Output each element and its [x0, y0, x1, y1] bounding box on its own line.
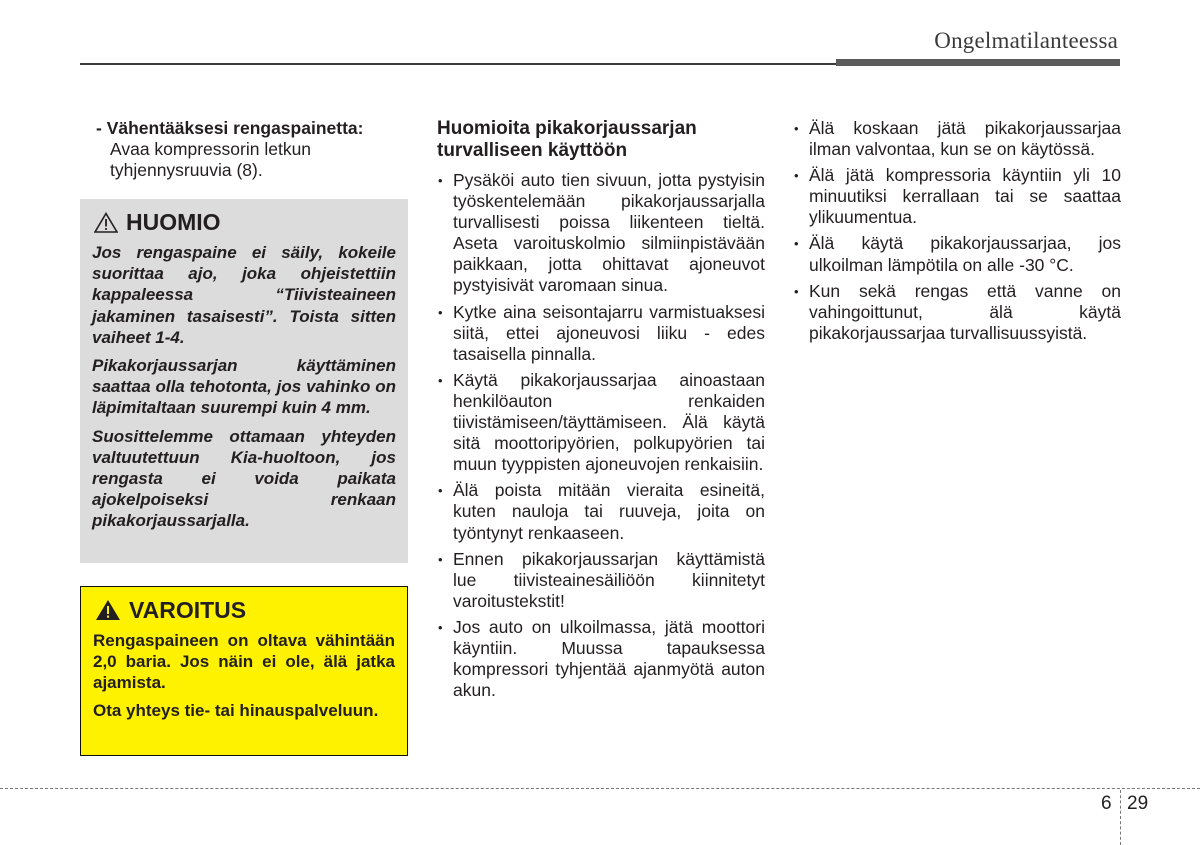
column-right	[793, 118, 1121, 349]
list-item-text: Älä koskaan jätä pikakorjaussarjaa ilman valvontaa, kun se on käytössä.	[809, 118, 1121, 160]
caution-triangle-icon	[94, 212, 118, 233]
section-heading: Huomioita pikakorjaussarjan turvalliseen käyttöön	[437, 118, 697, 161]
caution-box	[80, 199, 408, 563]
list-item-text: Älä jätä kompressoria käyntiin yli 10 minuutiksi kerrallaan tai se saattaa ylikuumentua.	[809, 165, 1121, 228]
header-rule	[80, 63, 838, 65]
list-item	[437, 170, 765, 297]
list-item-text: Ennen pikakorjaussarjan käyttämistä lue tiivisteainesäiliöön kiinnitetyt varoitustekstit!	[453, 548, 765, 611]
bullet-icon: •	[794, 121, 799, 136]
list-item	[793, 281, 1121, 344]
list-item	[437, 370, 765, 475]
bullet-icon: •	[438, 173, 443, 188]
list-item	[437, 549, 765, 612]
intro-label: - Vähentääksesi rengaspainetta:	[96, 118, 364, 138]
warning-title-text: VAROITUS	[129, 596, 247, 623]
warning-paragraph: Ota yhteys tie- tai hinauspalveluun.	[93, 700, 379, 720]
list-item	[437, 617, 765, 701]
list-item-text: Jos auto on ulkoilmassa, jätä moottori käyntiin. Muussa tapauksessa kompressori tyhjentää ajanmyötä auton akun.	[453, 616, 765, 701]
footer-divider	[1120, 790, 1121, 845]
warning-triangle-icon	[95, 599, 121, 621]
warning-title	[95, 595, 395, 625]
bullet-icon: •	[794, 283, 799, 299]
bullet-icon: •	[438, 372, 443, 388]
page-section-title: Ongelmatilanteessa	[934, 28, 1118, 53]
list-item-text: Käytä pikakorjaussarjaa ainoastaan henkilöauton renkaiden tiivistämiseen/täyttämiseen. Älä käytä sitä moottoripyörien, polkupyörien tai muun tyyppisten ajoneuvojen renkaisiin.	[453, 369, 765, 475]
warning-box	[80, 586, 408, 756]
list-item-text: Kun sekä rengas että vanne on vahingoittunut, älä käytä pikakorjaussarjaa turvallisuussyistä.	[809, 280, 1121, 343]
safety-list-continued	[793, 118, 1121, 344]
column-left	[90, 118, 408, 181]
list-item	[793, 118, 1121, 160]
bullet-icon: •	[438, 619, 443, 635]
caution-paragraph: Pikakorjaussarjan käyttäminen saattaa olla tehotonta, jos vahinko on läpimitaltaan suurempi kuin 4 mm.	[92, 356, 396, 418]
column-middle	[437, 118, 765, 706]
bullet-icon: •	[438, 304, 443, 320]
list-item-text: Älä poista mitään vieraita esineitä, kuten nauloja tai ruuveja, joita on työntynyt renkaaseen.	[453, 480, 765, 543]
caution-title	[94, 207, 396, 237]
header-rule-accent	[836, 59, 1120, 66]
footer-rule	[0, 788, 1200, 789]
intro-step	[90, 118, 408, 181]
caution-paragraph: Suosittelemme ottamaan yhteyden valtuutettuun Kia-huoltoon, jos rengasta ei voida paikata ajokelpoiseksi renkaan pikakorjaussarjalla.	[92, 426, 396, 531]
list-item	[437, 480, 765, 543]
bullet-icon: •	[438, 551, 443, 567]
intro-body: Avaa kompressorin letkun tyhjennysruuvia (8).	[110, 139, 312, 180]
bullet-icon: •	[438, 483, 443, 499]
chapter-number: 6	[1101, 793, 1112, 814]
warning-paragraph: Rengaspaineen on oltava vähintään 2,0 baria. Jos näin ei ole, älä jatka ajamista.	[93, 631, 395, 693]
caution-title-text: HUOMIO	[126, 208, 221, 235]
bullet-icon: •	[794, 168, 799, 184]
caution-paragraph: Jos rengaspaine ei säily, kokeile suorittaa ajo, joka ohjeistettiin kappaleessa “Tiivisteaineen jakaminen tasaisesti”. Toista sitten vaiheet 1-4.	[92, 243, 396, 347]
page-number: 29	[1127, 793, 1149, 814]
list-item-text: Pysäköi auto tien sivuun, jotta pystyisin työskentelemään pikakorjaussarjalla turvallisesti poissa liikenteen tieltä. Aseta varoituskolmio silmiinpistävään paikkaan, jotta ohittavat ajoneuvot pystyisivät varomaan sinua.	[453, 170, 765, 296]
safety-list	[437, 170, 765, 701]
list-item	[437, 302, 765, 365]
list-item-text: Älä käytä pikakorjaussarjaa, jos ulkoilman lämpötila on alle -30 °C.	[809, 233, 1121, 275]
list-item-text: Kytke aina seisontajarru varmistuaksesi siitä, ettei ajoneuvosi liiku - edes tasaisella pinnalla.	[453, 301, 765, 364]
list-item	[793, 165, 1121, 228]
list-item	[793, 233, 1121, 275]
bullet-icon: •	[794, 236, 799, 252]
